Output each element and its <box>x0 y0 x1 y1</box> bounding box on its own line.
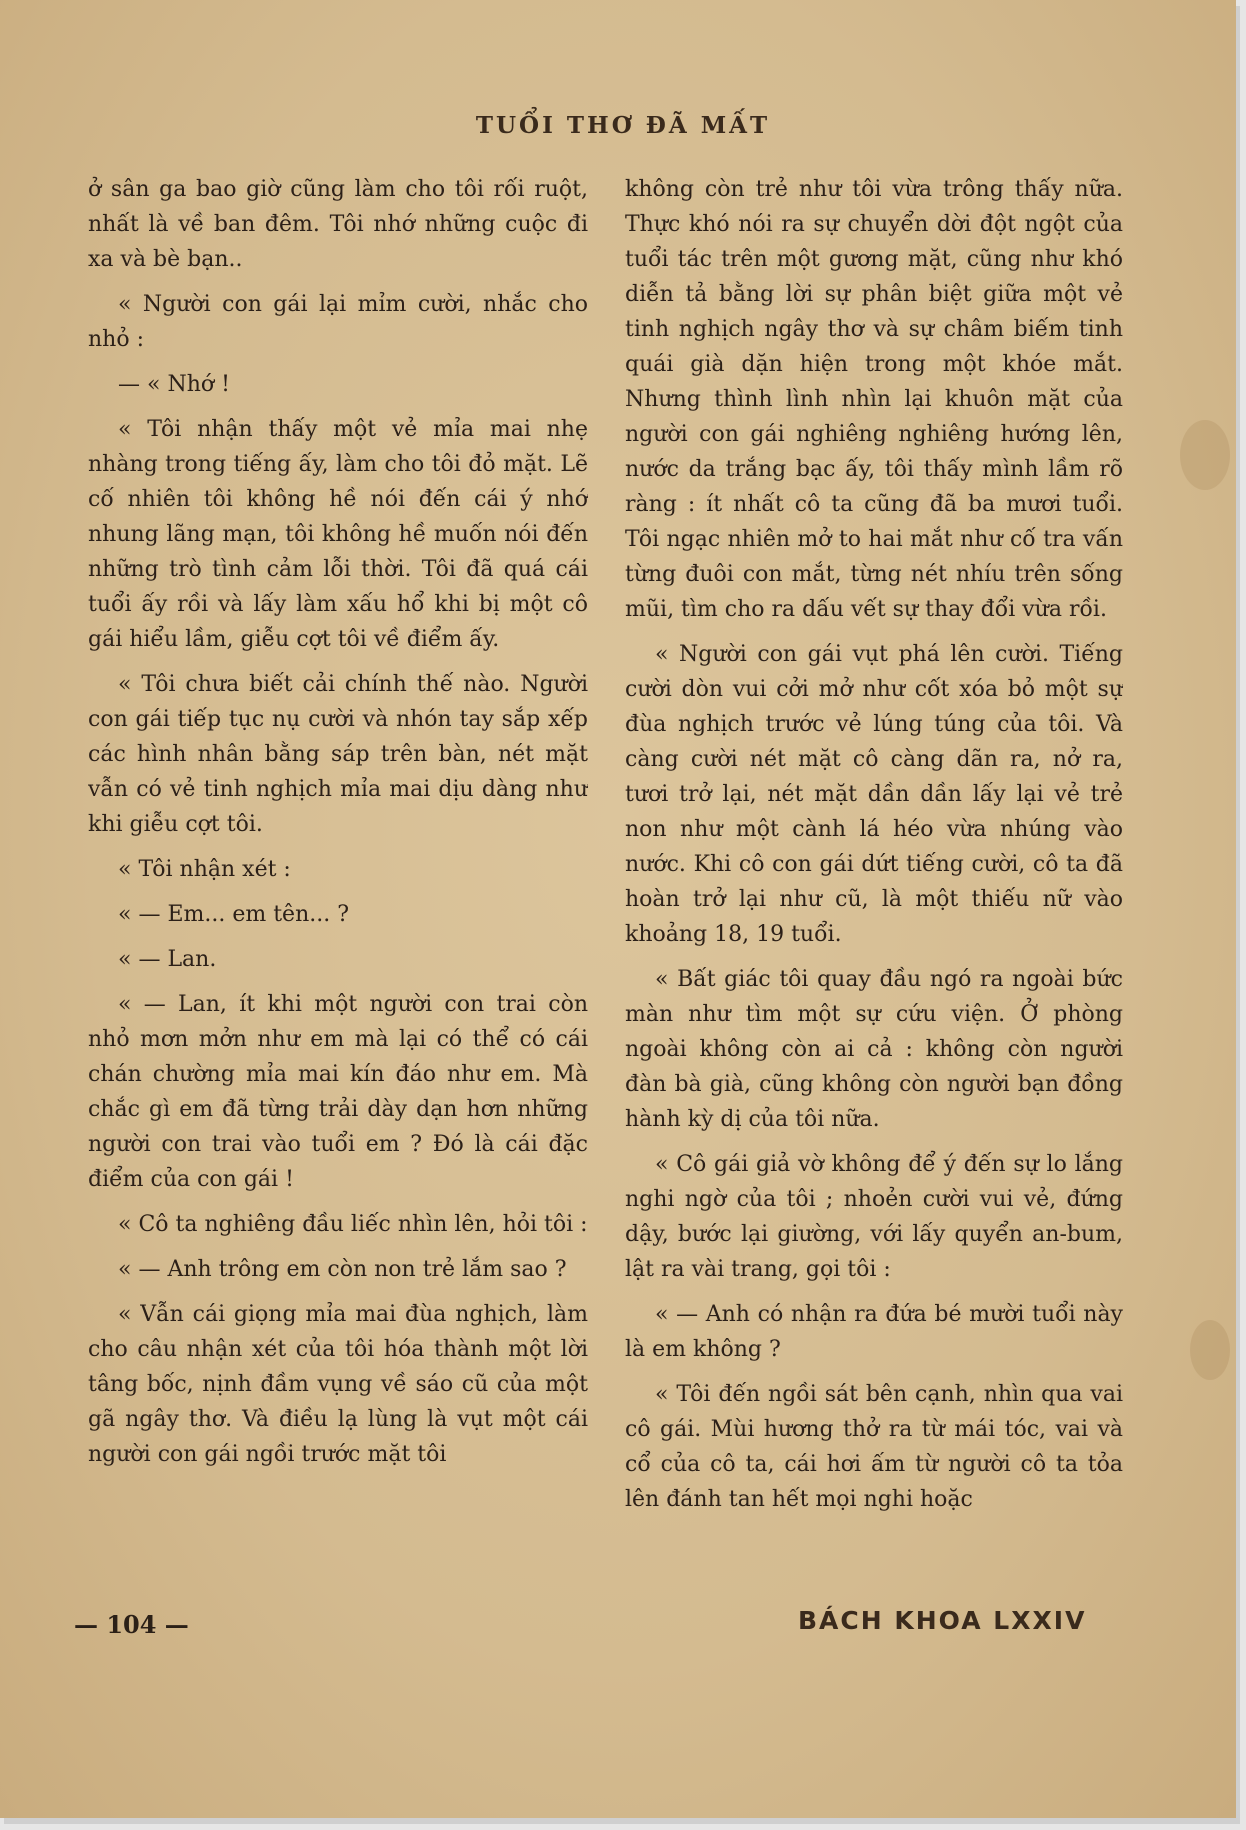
paragraph: không còn trẻ như tôi vừa trông thấy nữa. Thực khó nói ra sự chuyển dời đột ngột của tuổi tác trên một gương mặt, cũng như khó diễn tả bằng lời sự phân biệt giữa một vẻ tinh nghịch ngây thơ và sự châm biếm tinh quái già dặn hiện trong một khóe mắt. Nhưng thình lình nhìn lại khuôn mặt của người con gái nghiêng nghiêng hướng lên, nước da trắng bạc ấy, tôi thấy mình lầm rõ ràng : ít nhất cô ta cũng đã ba mươi tuổi. Tôi ngạc nhiên mở to hai mắt như cố tra vấn từng đuôi con mắt, từng nét nhíu trên sống mũi, tìm cho ra dấu vết sự thay đổi vừa rồi. <box>625 177 1123 622</box>
paragraph: « Cô gái giả vờ không để ý đến sự lo lắng nghi ngờ của tôi ; nhoẻn cười vui vẻ, đứng dậy, bước lại giường, với lấy quyển an-bum, lật ra vài trang, gọi tôi : <box>625 1152 1123 1282</box>
paragraph: « — Anh có nhận ra đứa bé mười tuổi này là em không ? <box>625 1302 1123 1362</box>
paragraph: « Người con gái vụt phá lên cười. Tiếng cười dòn vui cởi mở như cốt xóa bỏ một sự đùa nghịch trước vẻ lúng túng của tôi. Và càng cười nét mặt cô càng dãn ra, nở ra, tươi trở lại, nét mặt dần dần lấy lại vẻ trẻ non như một cành lá héo vừa nhúng vào nước. Khi cô con gái dứt tiếng cười, cô ta đã hoàn trở lại như cũ, là một thiếu nữ vào khoảng 18, 19 tuổi. <box>625 642 1123 947</box>
paragraph: « — Lan, ít khi một người con trai còn nhỏ mơn mởn như em mà lại có thể có cái chán chường mỉa mai kín đáo như em. Mà chắc gì em đã từng trải dày dạn hơn những người con trai vào tuổi em ? Đó là cái đặc điểm của con gái ! <box>88 992 588 1192</box>
right-column <box>625 172 1123 1602</box>
running-title: TUỔI THƠ ĐÃ MẤT <box>475 112 771 139</box>
page-number: — 104 — <box>74 1610 189 1639</box>
paragraph: « Tôi đến ngồi sát bên cạnh, nhìn qua vai cô gái. Mùi hương thở ra từ mái tóc, vai và cổ của cô ta, cái hơi ấm từ người cô ta tỏa lên đánh tan hết mọi nghi hoặc <box>625 1382 1123 1512</box>
paragraph: « Tôi nhận xét : <box>118 857 291 882</box>
paragraph: ở sân ga bao giờ cũng làm cho tôi rối ruột, nhất là về ban đêm. Tôi nhớ những cuộc đi xa và bè bạn.. <box>88 177 588 272</box>
paragraph: « — Em... em tên... ? <box>118 902 350 927</box>
paragraph: « — Anh trông em còn non trẻ lắm sao ? <box>118 1257 567 1282</box>
paragraph: « Cô ta nghiêng đầu liếc nhìn lên, hỏi tôi : <box>118 1212 588 1237</box>
journal-name: BÁCH KHOA LXXIV <box>798 1606 1087 1635</box>
paragraph: « — Lan. <box>118 947 217 972</box>
paragraph: « Tôi chưa biết cải chính thế nào. Người con gái tiếp tục nụ cười và nhón tay sắp xếp các hình nhân bằng sáp trên bàn, nét mặt vẫn có vẻ tinh nghịch mỉa mai dịu dàng như khi giễu cợt tôi. <box>88 672 588 837</box>
paper-stain <box>1190 1320 1230 1380</box>
paragraph: — « Nhớ ! <box>118 372 230 397</box>
paper-stain <box>1180 420 1230 490</box>
paragraph: « Vẫn cái giọng mỉa mai đùa nghịch, làm cho câu nhận xét của tôi hóa thành một lời tâng bốc, nịnh đầm vụng về sáo cũ của một gã ngây thơ. Và điều lạ lùng là vụt một cái người con gái ngồi trước mặt tôi <box>88 1302 588 1467</box>
paragraph: « Bất giác tôi quay đầu ngó ra ngoài bức màn như tìm một sự cứu viện. Ở phòng ngoài không còn ai cả : không còn người đàn bà già, cũng không còn người bạn đồng hành kỳ dị của tôi nữa. <box>625 967 1123 1132</box>
paragraph: « Tôi nhận thấy một vẻ mỉa mai nhẹ nhàng trong tiếng ấy, làm cho tôi đỏ mặt. Lẽ cố nhiên tôi không hề nói đến cái ý nhớ nhung lãng mạn, tôi không hề muốn nói đến những trò tình cảm lỗi thời. Tôi đã quá cái tuổi ấy rồi và lấy làm xấu hổ khi bị một cô gái hiểu lầm, giễu cợt tôi về điểm ấy. <box>88 417 588 652</box>
paragraph: « Người con gái lại mỉm cười, nhắc cho nhỏ : <box>88 292 588 352</box>
left-column <box>88 172 588 1602</box>
